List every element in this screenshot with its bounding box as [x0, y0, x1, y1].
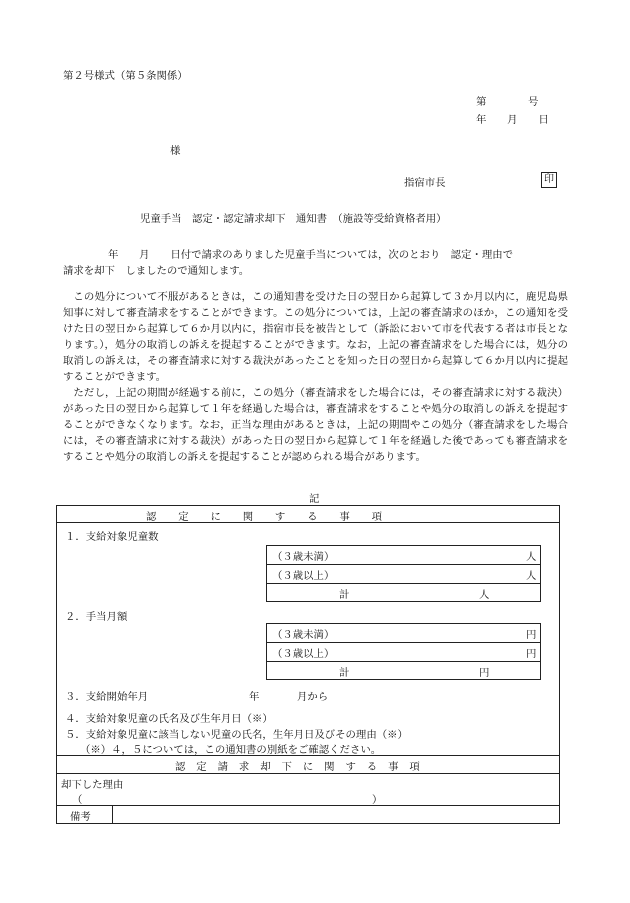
appeal-instructions — [63, 289, 568, 465]
child-over-3-unit: 人 — [526, 570, 537, 582]
reason-open-paren: （ — [72, 794, 83, 806]
issuer-name: 指宿市長 — [404, 177, 446, 189]
rejection-header: 認定請求却下に関する事項 — [175, 761, 431, 773]
document-title: 児童手当 認定・認定請求却下 通知書 （施設等受給資格者用） — [140, 213, 447, 225]
child-under-3-unit: 人 — [526, 551, 537, 563]
exception-paragraph: ただし，上記の期間が経過する前に，この処分（審査請求をした場合には，その審査請求に対する裁決）があった日の翌日から起算して１年を経過した場合は，審査請求をすることや処分の取消しの訴えを提起することができなくなります。なお，正当な理由があるときは，上記の期間やこの処分（審査請求をした場合には，その審査請求に対する裁決）があった日の翌日から起算して１年を経過した後であっても審査請求をすることや処分の取消しの訴えを提起することが認められる場合があります。 — [63, 387, 568, 463]
amount-under-3-unit: 円 — [526, 629, 537, 641]
child-under-3-label: （３歳未満） — [272, 551, 335, 563]
approval-header: 認定に関する事項 — [146, 511, 404, 523]
item-3-label: ３．支給開始年月 — [65, 691, 149, 703]
child-total-label: 計 — [339, 589, 350, 601]
item-4-label: ４．支給対象児童の氏名及び生年月日（※） — [65, 713, 273, 725]
amount-over-3-label: （３歳以上） — [272, 648, 335, 660]
amount-total-label: 計 — [339, 667, 350, 679]
appeal-paragraph: この処分について不服があるときは，この通知書を受けた日の翌日から起算して３か月以内に，鹿児島県知事に対して審査請求をすることができます。この処分については，上記の審査請求のほか，この通知を受けた日の翌日から起算して６か月以内に，指宿市長を被告として（訴訟において市を代表する者は市長となります。），処分の取消しの訴えを提起することができます。なお，上記の審査請求をした場合には，処分の取消しの訴えは，その審査請求に対する裁決があったことを知った日の翌日から起算して６か月以内に提起することができます。 — [63, 291, 568, 383]
reason-close-paren: ） — [372, 794, 383, 806]
date-label: 年 月 日 — [476, 114, 549, 126]
item-1-label: １．支給対象児童数 — [65, 531, 159, 543]
ki-label: 記 — [309, 493, 320, 505]
item-3-year: 年 — [249, 691, 260, 703]
item-3-month-from: 月から — [297, 691, 329, 703]
document-number-label: 第 号 — [476, 96, 539, 108]
child-total-unit: 人 — [479, 589, 490, 601]
remarks-label: 備考 — [70, 811, 91, 823]
rejection-reason-label: 却下した理由 — [61, 779, 124, 791]
intro-line-2: 請求を却下 しましたので通知します。 — [63, 265, 250, 277]
addressee-suffix: 様 — [170, 145, 181, 157]
item-2-label: ２．手当月額 — [65, 611, 128, 623]
amount-under-3-label: （３歳未満） — [272, 629, 335, 641]
amount-total-unit: 円 — [479, 667, 490, 679]
form-number: 第２号様式（第５条関係） — [63, 70, 188, 82]
amount-over-3-unit: 円 — [526, 648, 537, 660]
child-over-3-label: （３歳以上） — [272, 570, 335, 582]
seal-mark: 印 — [541, 172, 557, 188]
attachment-note: （※）４，５については，この通知書の別紙をご確認ください。 — [80, 744, 382, 756]
item-5-label: ５．支給対象児童に該当しない児童の氏名，生年月日及びその理由（※） — [65, 729, 408, 741]
intro-line-1: 年 月 日付で請求のありました児童手当については，次のとおり 認定・理由で — [108, 249, 514, 261]
